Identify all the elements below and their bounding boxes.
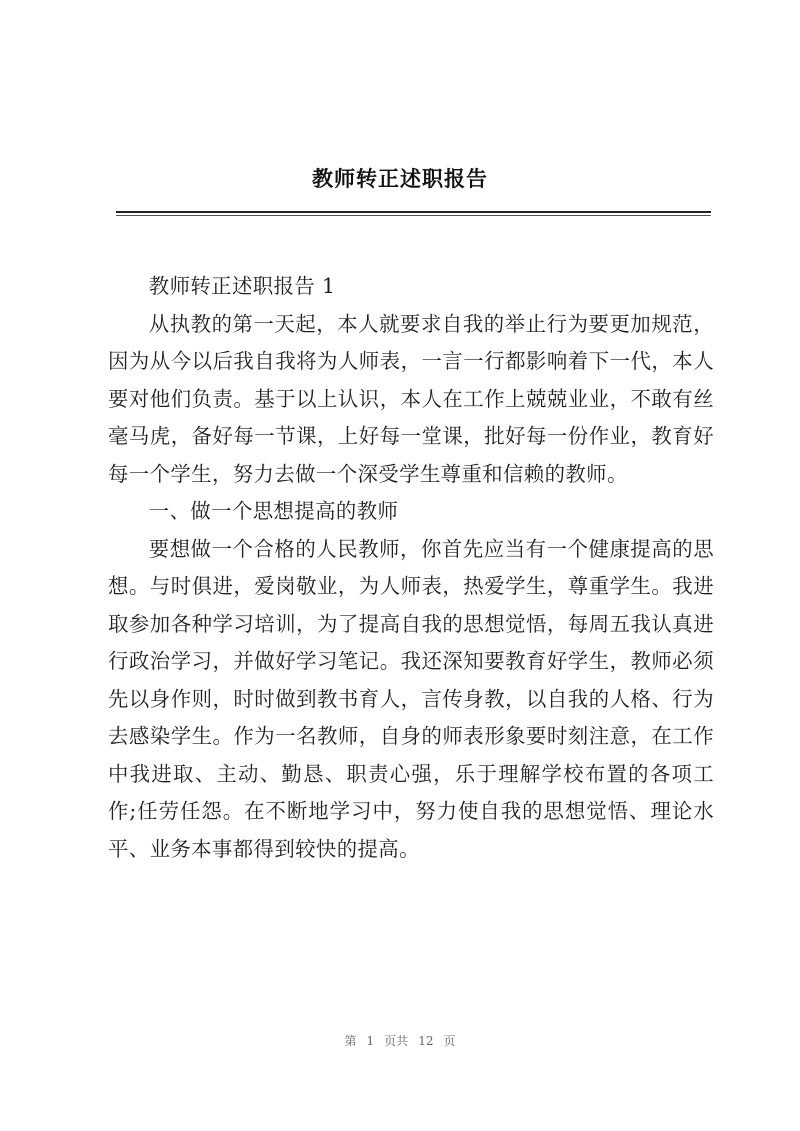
title-divider-thin (116, 215, 711, 216)
footer-prefix: 第 (344, 1034, 357, 1048)
document-title: 教师转正述职报告 (312, 166, 488, 191)
section-heading: 教师转正述职报告 1 (148, 274, 336, 298)
footer-suffix: 页 (443, 1034, 456, 1048)
footer-page-number: 1 (366, 1034, 375, 1048)
title-divider (116, 211, 711, 213)
body-paragraph: 从执教的第一天起，本人就要求自我的举止行为要更加规范，因为从今以后我自我将为人师表，一言一行都影响着下一代，本人要对他们负责。基于以上认识，本人在工作上兢兢业业，不敢有丝毫马虎，备好每一节课，上好每一堂课，批好每一份作业，教育好每一个学生，努力去做一个深受学生尊重和信赖的教师。 (108, 311, 714, 486)
footer-middle: 页共 (384, 1034, 409, 1048)
document-body (108, 268, 714, 868)
footer-total-pages: 12 (418, 1034, 434, 1048)
subsection-heading: 一、做一个思想提高的教师 (148, 499, 399, 523)
page-footer (0, 1032, 800, 1049)
body-paragraph: 要想做一个合格的人民教师，你首先应当有一个健康提高的思想。与时俱进，爱岗敬业，为人师表，热爱学生，尊重学生。我进取参加各种学习培训，为了提高自我的思想觉悟，每周五我认真进行政治学习，并做好学习笔记。我还深知要教育好学生，教师必须先以身作则，时时做到教书育人，言传身教，以自我的人格、行为去感染学生。作为一名教师，自身的师表形象要时刻注意，在工作中我进取、主动、勤恳、职责心强，乐于理解学校布置的各项工作;任劳任怨。在不断地学习中，努力使自我的思想觉悟、理论水平、业务本事都得到较快的提高。 (108, 536, 714, 861)
